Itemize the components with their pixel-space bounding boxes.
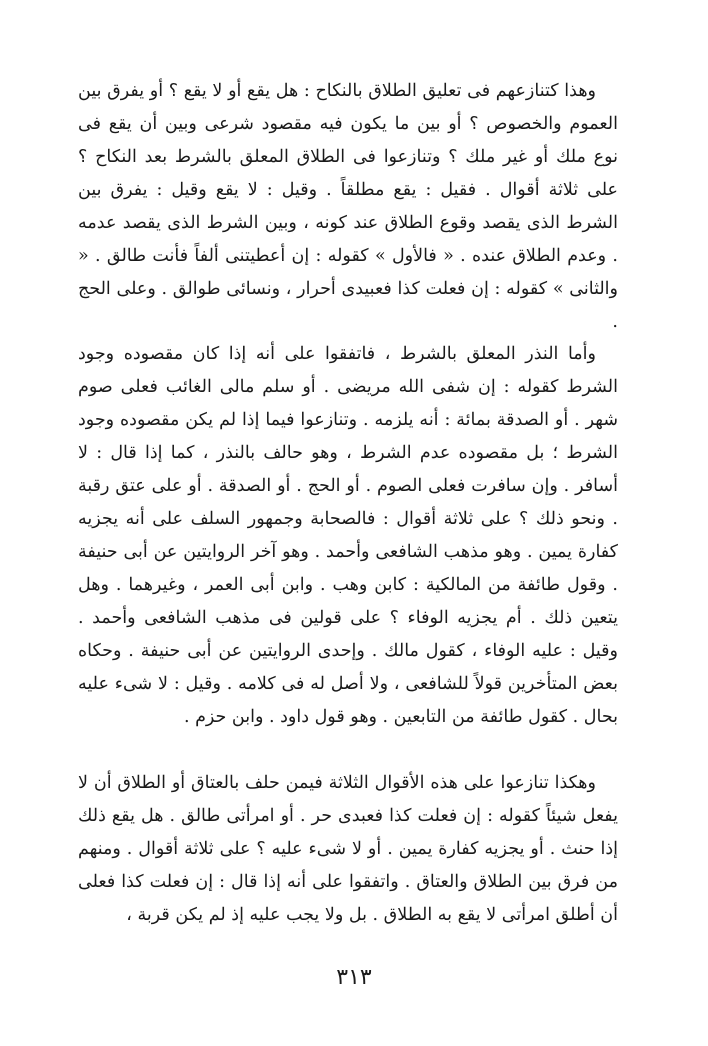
paragraph-oath-itaq-talaq xyxy=(78,767,618,932)
page-number: ٣١٣ xyxy=(336,965,372,990)
paragraph-talaq-conditional xyxy=(78,75,618,339)
paragraph-text: وهذا كتنازعهم فى تعليق الطلاق بالنكاح : هل يقع أو لا يقع ؟ أو يفرق بين العموم والخصوص ؟ أو بين ما يكون فيه مقصود شرعى وبين أن يقع فى نوع ملك أو غير ملك ؟ وتنازعوا فى الطلاق المعلق بالشرط بعد النكاح ؟ على ثلاثة أقوال . فقيل : يقع مطلقاً . وقيل : لا يقع وقيل : يفرق بين الشرط الذى يقصد وقوع الطلاق عند كونه ، وبين الشرط الذى يقصد عدمه . وعدم الطلاق عنده . « فالأول » كقوله : إن أعطيتنى ألفاً فأنت طالق . « والثانى » كقوله : إن فعلت كذا فعبيدى أحرار ، ونسائى طوالق . وعلى الحج . xyxy=(78,81,618,332)
paragraph-text: وأما النذر المعلق بالشرط ، فاتفقوا على أنه إذا كان مقصوده وجود الشرط كقوله : إن شفى الله مريضى . أو سلم مالى الغائب فعلى صوم شهر . أو الصدقة بمائة : أنه يلزمه . وتنازعوا فيما إذا لم يكن مقصوده وجود الشرط ؛ بل مقصوده عدم الشرط ، وهو حالف بالنذر ، كما إذا قال : لا أسافر . وإن سافرت فعلى الصوم . أو الحج . أو الصدقة . أو على عتق رقبة . ونحو ذلك ؟ على ثلاثة أقوال : فالصحابة وجمهور السلف على أنه يجزيه كفارة يمين . وهو مذهب الشافعى وأحمد . وهو آخر الروايتين عن أبى حنيفة . وقول طائفة من المالكية : كابن وهب . وابن أبى العمر ، وغيرهما . وهل يتعين ذلك . أم يجزيه الوفاء ؟ على قولين فى مذهب الشافعى وأحمد . وقيل : عليه الوفاء ، كقول مالك . وإحدى الروايتين عن أبى حنيفة . وحكاه بعض المتأخرين قولاً للشافعى ، ولا أصل له فى كلامه . وقيل : لا شىء عليه بحال . كقول طائفة من التابعين . وهو قول داود . وابن حزم . xyxy=(78,344,618,727)
paragraph-text: وهكذا تنازعوا على هذه الأقوال الثلاثة فيمن حلف بالعتاق أو الطلاق أن لا يفعل شيئاً كقوله : إن فعلت كذا فعبدى حر . أو امرأتى طالق . هل يقع ذلك إذا حنث . أو يجزيه كفارة يمين . أو لا شىء عليه ؟ على ثلاثة أقوال . ومنهم من فرق بين الطلاق والعتاق . واتفقوا على أنه إذا قال : إن فعلت كذا فعلى أن أطلق امرأتى لا يقع به الطلاق . بل ولا يجب عليه إذ لم يكن قربة ، xyxy=(78,773,618,925)
paragraph-nadhr-conditional xyxy=(78,338,618,734)
